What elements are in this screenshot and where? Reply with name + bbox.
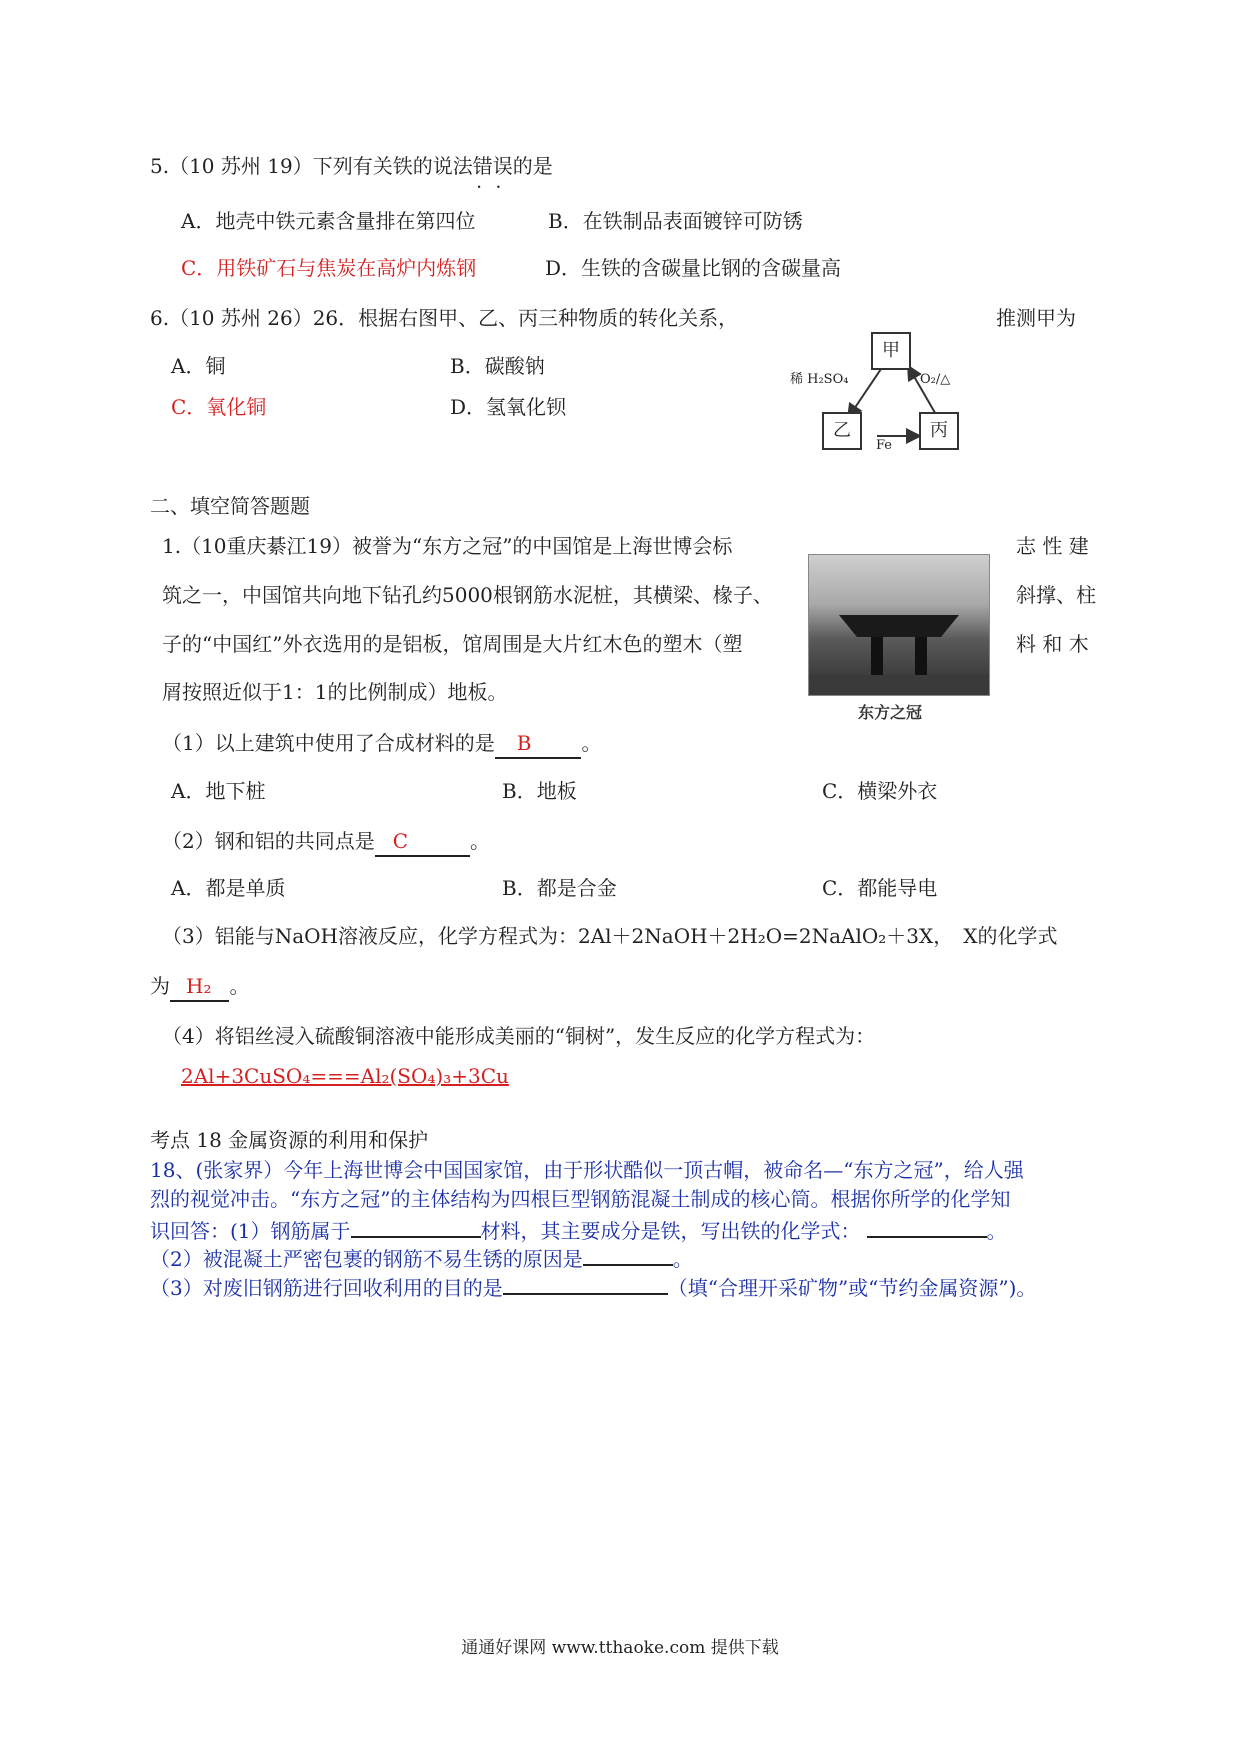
- part2-option-b: B．都是合金: [502, 876, 617, 900]
- s2q1-part3-line2: [150, 972, 249, 1002]
- part3-prefix: 为: [150, 974, 170, 998]
- s2q1-part3: （3）铝能与NaOH溶液反应，化学方程式为：2Al＋2NaOH＋2H₂O=2NaAlO₂＋3X， X的化学式: [162, 924, 1058, 948]
- part2-option-c: C．都能导电: [822, 876, 938, 900]
- blank-material[interactable]: [351, 1214, 481, 1238]
- part1-option-c: C．横梁外衣: [822, 779, 938, 803]
- blank-reason[interactable]: [583, 1242, 673, 1266]
- q6-option-b: B．碳酸钠: [450, 354, 545, 378]
- q5-stem-emphasis: 错误 • •: [473, 154, 513, 178]
- s2q1-part4: （4）将铝丝浸入硫酸铜溶液中能形成美丽的“铜树”，发生反应的化学方程式为：: [162, 1024, 876, 1048]
- q5-stem-text: 5.（10 苏州 19）下列有关铁的说法: [150, 154, 473, 178]
- kaodian-line2: 烈的视觉冲击。“东方之冠”的主体结构为四根巨型钢筋混凝土制成的核心筒。根据你所学的化学知: [150, 1187, 1011, 1211]
- part1-option-a: A．地下桩: [171, 779, 266, 803]
- s2q1-line3: 子的“中国红”外衣选用的是铝板，馆周围是大片红木色的塑木（塑: [162, 632, 743, 656]
- part3-answer: H₂: [170, 972, 229, 1002]
- q5-option-a: A．地壳中铁元素含量排在第四位: [181, 209, 476, 233]
- kaodian-line5-a: （3）对废旧钢筋进行回收利用的目的是: [150, 1276, 503, 1300]
- s2q1-line1-right: 志 性 建: [1016, 534, 1089, 558]
- part2-stem: （2）钢和铝的共同点是: [162, 829, 375, 853]
- china-pavilion-photo: [808, 554, 990, 696]
- kaodian-title: 考点 18 金属资源的利用和保护: [150, 1128, 429, 1152]
- s2q1-line2: 筑之一，中国馆共向地下钻孔约5000根钢筋水泥桩，其横梁、椽子、: [162, 583, 773, 607]
- kaodian-line3-a: 识回答：(1）钢筋属于: [150, 1219, 351, 1243]
- q6-option-d: D．氢氧化钡: [450, 395, 567, 419]
- diagram-label-h2so4: 稀 H₂SO₄: [790, 372, 849, 387]
- q6-stem: 6.（10 苏州 26）26．根据右图甲、乙、丙三种物质的转化关系，: [150, 306, 739, 330]
- part1-end: 。: [581, 731, 602, 755]
- part3-end: 。: [229, 974, 250, 998]
- part1-stem: （1）以上建筑中使用了合成材料的是: [162, 731, 495, 755]
- part2-option-a: A．都是单质: [171, 876, 286, 900]
- part1-answer: B: [495, 729, 582, 759]
- diagram-label-o2: O₂/△: [920, 372, 951, 387]
- s2q1-line2-right: 斜撑、柱: [1016, 583, 1096, 607]
- part1-option-b: B．地板: [502, 779, 577, 803]
- s2q1-line1: 1.（10重庆綦江19）被誉为“东方之冠”的中国馆是上海世博会标: [162, 534, 733, 558]
- q5-option-d: D．生铁的含碳量比钢的含碳量高: [545, 256, 842, 280]
- kaodian-line1: 18、(张家界）今年上海世博会中国国家馆，由于形状酷似一顶古帽，被命名—“东方之冠”，给人强: [150, 1158, 1024, 1182]
- part2-end: 。: [470, 829, 491, 853]
- diagram-node-jia: 甲: [871, 332, 911, 370]
- kaodian-line4-end: 。: [672, 1247, 693, 1271]
- s2q1-part1: [162, 729, 601, 759]
- s2q1-part2: [162, 827, 490, 857]
- blank-iron-formula[interactable]: [867, 1214, 987, 1238]
- q6-option-c: C．氧化铜: [171, 395, 267, 419]
- pavilion-shape: [809, 555, 989, 695]
- kaodian-line4: [150, 1242, 693, 1273]
- part4-answer: 2Al+3CuSO₄===Al₂(SO₄)₃+3Cu: [181, 1064, 509, 1088]
- part2-answer: C: [375, 827, 470, 857]
- blank-purpose[interactable]: [503, 1271, 668, 1295]
- s2q1-line4: 屑按照近似于1：1的比例制成）地板。: [162, 680, 508, 704]
- kaodian-line4-a: （2）被混凝土严密包裹的钢筋不易生锈的原因是: [150, 1247, 583, 1271]
- kaodian-line3-b: 材料，其主要成分是铁，写出铁的化学式：: [480, 1219, 861, 1243]
- q5-stem: [150, 152, 553, 180]
- kaodian-line5-b: （填“合理开采矿物”或“节约金属资源”)。: [667, 1276, 1037, 1300]
- q5-option-c: C．用铁矿石与焦炭在高炉内炼钢: [181, 256, 477, 280]
- diagram-node-yi: 乙: [822, 412, 862, 450]
- s2q1-line3-right: 料 和 木: [1016, 632, 1089, 656]
- diagram-node-bing: 丙: [919, 412, 959, 450]
- section2-title: 二、填空简答题题: [150, 494, 310, 518]
- kaodian-line5: [150, 1271, 1036, 1302]
- page-footer: 通通好课网 www.tthaoke.com 提供下载: [461, 1638, 779, 1658]
- kaodian-line3-end: 。: [986, 1219, 1007, 1243]
- arrow-jia-to-yi: [848, 366, 883, 418]
- q5-option-b: B．在铁制品表面镀锌可防锈: [548, 209, 803, 233]
- kaodian-line3: [150, 1214, 1007, 1245]
- diagram-label-fe: Fe: [876, 438, 893, 453]
- photo-caption: 东方之冠: [858, 703, 923, 722]
- q5-stem-end: 的是: [512, 154, 553, 178]
- q6-stem-right: 推测甲为: [996, 306, 1076, 330]
- q6-option-a: A．铜: [171, 354, 226, 378]
